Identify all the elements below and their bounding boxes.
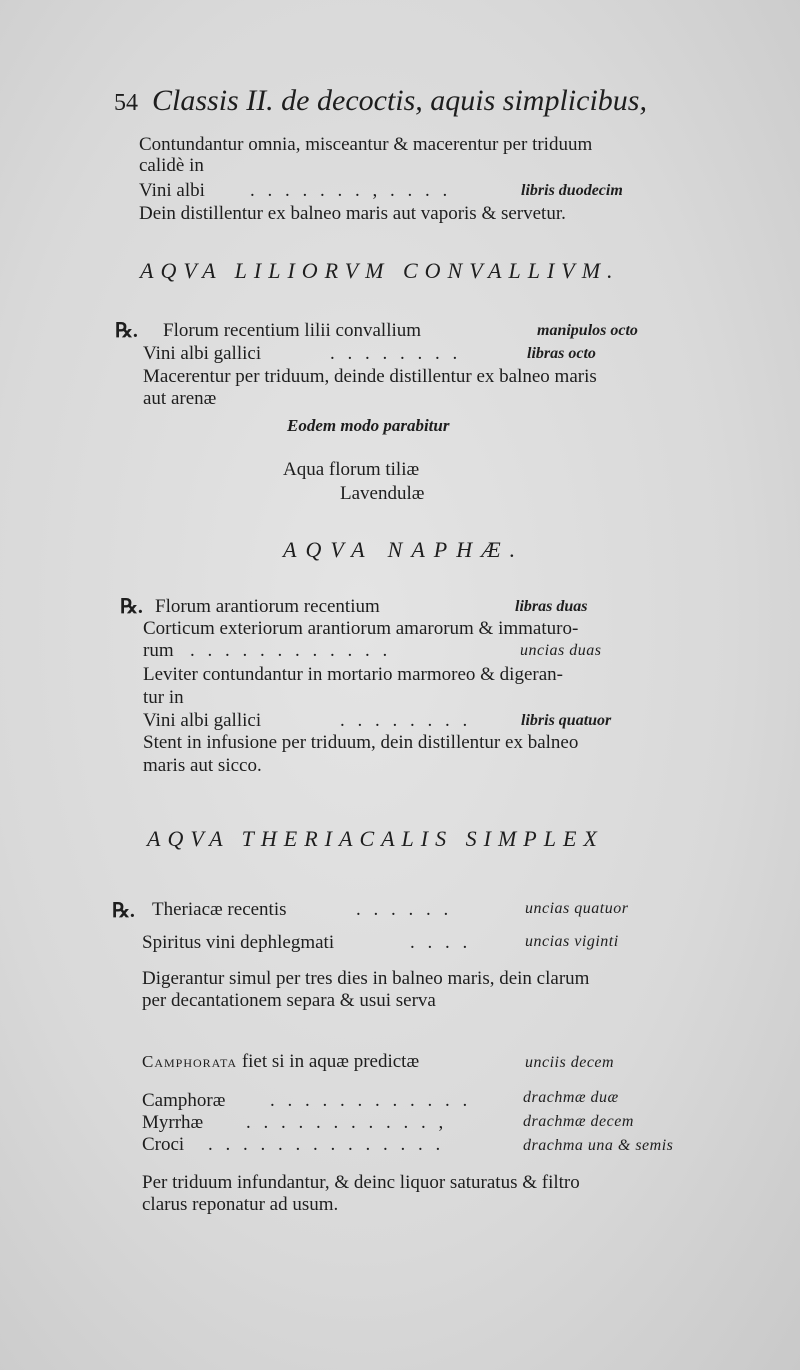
leader-dots: . . . . . . . . . . . .: [190, 640, 392, 661]
text-line: tur in: [143, 687, 184, 708]
ingredient-quantity: drachma una & semis: [523, 1137, 674, 1154]
running-title: Classis II. de decoctis, aquis simplicibus,: [152, 84, 647, 117]
recipe-symbol: ℞.: [115, 320, 138, 342]
text-line: Per triduum infundantur, & deinc liquor saturatus & filtro: [142, 1172, 580, 1193]
ingredient-name: Camphoræ: [142, 1090, 226, 1111]
leader-dots: . . . . . .: [356, 899, 453, 920]
ingredient-name: Florum recentium lilii convallium: [163, 320, 422, 341]
ingredient-quantity: uncias quatuor: [525, 900, 629, 917]
ingredient-name: Croci: [142, 1134, 185, 1155]
ingredient-quantity: unciis decem: [525, 1054, 615, 1071]
page-number: 54: [114, 90, 138, 116]
text-line: Digerantur simul per tres dies in balneo maris, dein clarum: [142, 968, 590, 989]
ingredient-name: Myrrhæ: [142, 1112, 204, 1133]
ingredient-quantity: uncias viginti: [525, 933, 619, 950]
text-line: per decantationem separa & usui serva: [142, 990, 436, 1011]
ingredient-name: Spiritus vini dephlegmati: [142, 932, 335, 953]
ingredient-quantity: uncias duas: [520, 642, 602, 659]
text-line: Stent in infusione per triduum, dein distillentur ex balneo: [143, 732, 579, 753]
camphorata-label: Camphorata: [142, 1052, 238, 1071]
text-line: calidè in: [139, 155, 204, 176]
ingredient-name: Vini albi gallici: [143, 710, 262, 731]
ingredient-quantity: libras duas: [515, 598, 588, 615]
leader-dots: . . . . . . . .: [340, 710, 472, 731]
ingredient-quantity: drachmæ duæ: [523, 1089, 619, 1106]
text-line: Leviter contundantur in mortario marmoreo & digeran-: [143, 664, 563, 685]
recipe-symbol: ℞.: [120, 596, 143, 618]
section-title: AQVA LILIORVM CONVALLIVM.: [140, 258, 620, 283]
ingredient-quantity: libris duodecim: [521, 182, 623, 199]
leader-dots: . . . . . . . . . . . ,: [246, 1112, 448, 1133]
leader-dots: . . . .: [410, 932, 472, 953]
ingredient-quantity: libras octo: [527, 345, 596, 362]
text-line: aut arenæ: [143, 388, 217, 409]
running-head: [114, 84, 647, 118]
leader-dots: . . . . . . . . . . . . . .: [208, 1134, 445, 1155]
text-line: maris aut sicco.: [143, 755, 262, 776]
camphorata-text: fiet si in aquæ predictæ: [241, 1051, 420, 1072]
text-line: Contundantur omnia, misceantur & macerentur per triduum: [139, 134, 593, 155]
ingredient-quantity: drachmæ decem: [523, 1113, 634, 1130]
text-line: rum: [143, 640, 174, 661]
note-line: Eodem modo parabitur: [287, 416, 450, 435]
ingredient-name: Florum arantiorum recentium: [155, 596, 380, 617]
section-title: AQVA THERIACALIS SIMPLEX: [147, 826, 604, 851]
ingredient-quantity: libris quatuor: [521, 712, 612, 729]
text-line: Dein distillentur ex balneo maris aut vaporis & servetur.: [139, 203, 566, 224]
text-line: clarus reponatur ad usum.: [142, 1194, 339, 1215]
ingredient-name: Vini albi: [139, 180, 205, 201]
text-line: Corticum exteriorum arantiorum amarorum & immaturo-: [143, 618, 579, 639]
ingredient-quantity: manipulos octo: [537, 322, 638, 339]
leader-dots: . . . . . . . . . . . .: [270, 1090, 472, 1111]
section-title: AQVA NAPHÆ.: [283, 537, 525, 562]
list-item: Lavendulæ: [340, 483, 425, 504]
ingredient-name: Vini albi gallici: [143, 343, 262, 364]
recipe-symbol: ℞.: [112, 900, 135, 922]
ingredient-name: Theriacæ recentis: [152, 899, 287, 920]
leader-dots: . . . . . . . .: [330, 343, 462, 364]
text-line: Macerentur per triduum, deinde distillentur ex balneo maris: [143, 366, 597, 387]
list-item: Aqua florum tiliæ: [283, 459, 420, 480]
camphorata-line: [142, 1051, 419, 1073]
leader-dots: . . . . . . . , . . . .: [250, 180, 452, 201]
